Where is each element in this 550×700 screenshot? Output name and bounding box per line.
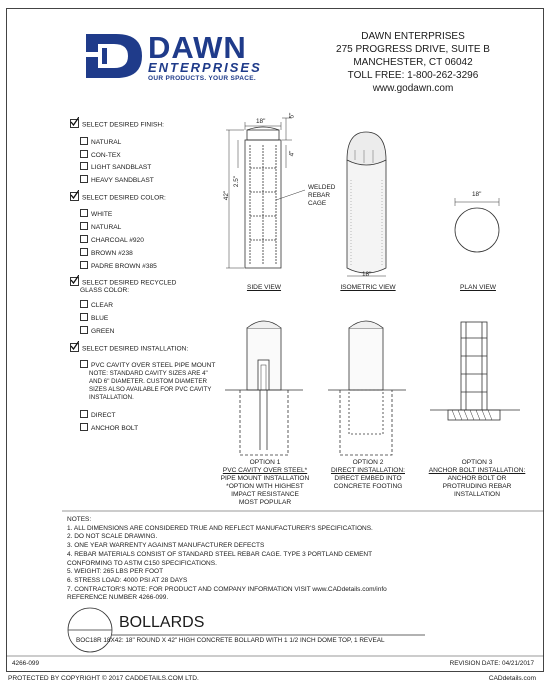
option-3-drawing bbox=[430, 322, 520, 420]
option-1-caption: OPTION 1 PVC CAVITY OVER STEEL* PIPE MOUNT INSTALLATION *OPTION WITH HIGHEST IMPACT RESISTANCE MOST POPULAR bbox=[220, 459, 310, 506]
side-view-dim-25: 2.5" bbox=[233, 175, 241, 188]
option-2-drawing bbox=[328, 321, 406, 455]
option-2-caption: OPTION 2 DIRECT INSTALLATION: DIRECT EMBED INTO CONCRETE FOOTING bbox=[330, 459, 405, 490]
company-address-line-1: 275 PROGRESS DRIVE, SUITE B bbox=[336, 44, 490, 55]
finish-option-con-tex[interactable]: CON-TEX bbox=[80, 151, 121, 160]
glass-option-clear[interactable]: CLEAR bbox=[80, 301, 113, 310]
note-line[interactable]: 7. CONTRACTOR'S NOTE: FOR PRODUCT AND COMPANY INFORMATION VISIT www.CADdetails.com/info bbox=[67, 585, 387, 593]
note-line: 2. DO NOT SCALE DRAWING. bbox=[67, 533, 158, 541]
finish-option-light-sandblast[interactable]: LIGHT SANDBLAST bbox=[80, 163, 151, 172]
installation-option-anchor-bolt[interactable]: ANCHOR BOLT bbox=[80, 424, 138, 433]
color-option-padre-brown[interactable]: PADRE BROWN #385 bbox=[80, 262, 157, 271]
rebar-cage-label: WELDED REBAR CAGE bbox=[308, 184, 336, 207]
logo-word: DAWN bbox=[148, 30, 247, 65]
logo-tagline: OUR PRODUCTS. YOUR SPACE. bbox=[148, 75, 257, 82]
color-option-white[interactable]: WHITE bbox=[80, 210, 112, 219]
side-view-dim-height: 42" bbox=[223, 190, 231, 201]
color-heading[interactable]: SELECT DESIRED COLOR: bbox=[70, 193, 166, 202]
glass-heading-line-2: GLASS COLOR: bbox=[80, 287, 130, 294]
color-option-natural[interactable]: NATURAL bbox=[80, 223, 121, 232]
plan-view-drawing bbox=[455, 198, 499, 252]
installation-heading[interactable]: SELECT DESIRED INSTALLATION: bbox=[70, 344, 188, 353]
note-line: CONFORMING TO ASTM C150 SPECIFICATIONS. bbox=[67, 559, 217, 567]
side-view-caption: SIDE VIEW bbox=[246, 284, 282, 291]
drawing-title: BOLLARDS bbox=[119, 614, 205, 631]
notes-heading: NOTES: bbox=[67, 516, 92, 523]
revision-date: REVISION DATE: 04/21/2017 bbox=[449, 660, 534, 667]
pvc-note: NOTE: STANDARD CAVITY SIZES ARE 4" AND 6" DIAMETER. CUSTOM DIAMETER SIZES ALSO AVAILABLE FOR PVC CAVITY INSTALLATION. bbox=[89, 370, 212, 401]
finish-option-natural[interactable]: NATURAL bbox=[80, 138, 121, 147]
note-line: 6. STRESS LOAD: 4000 PSI AT 28 DAYS bbox=[67, 576, 188, 584]
plan-view-caption: PLAN VIEW bbox=[460, 284, 496, 291]
isometric-drawing bbox=[347, 132, 386, 276]
company-address-line-2: MANCHESTER, CT 06042 bbox=[353, 57, 473, 68]
color-option-charcoal[interactable]: CHARCOAL #920 bbox=[80, 236, 144, 245]
side-view-drawing bbox=[226, 118, 305, 268]
installation-option-direct[interactable]: DIRECT bbox=[80, 411, 116, 420]
copyright-notice: PROTECTED BY COPYRIGHT © 2017 CADDETAILS.COM LTD. bbox=[8, 675, 199, 682]
drawing-description: BOC18R 18X42: 18" ROUND X 42" HIGH CONCRETE BOLLARD WITH 1 1/2 INCH DOME TOP, 1 REVEAL bbox=[76, 637, 385, 644]
isometric-caption: ISOMETRIC VIEW bbox=[340, 284, 396, 291]
glass-option-blue[interactable]: BLUE bbox=[80, 314, 108, 323]
note-line: 4. REBAR MATERIALS CONSIST OF STANDARD STEEL REBAR CAGE. TYPE 3 PORTLAND CEMENT bbox=[67, 550, 373, 558]
reference-number: 4266-099 bbox=[12, 660, 40, 667]
option-3-caption: OPTION 3 ANCHOR BOLT INSTALLATION: ANCHOR BOLT OR PROTRUDING REBAR INSTALLATION bbox=[428, 459, 526, 498]
note-line: 1. ALL DIMENSIONS ARE CONSIDERED TRUE AND REFLECT MANUFACTURER'S SPECIFICATIONS. bbox=[67, 524, 373, 532]
color-option-brown[interactable]: BROWN #238 bbox=[80, 249, 133, 258]
notes-section bbox=[67, 516, 387, 603]
logo-word-secondary: ENTERPRISES bbox=[148, 60, 262, 75]
company-phone: TOLL FREE: 1-800-262-3296 bbox=[347, 70, 479, 81]
isometric-dim-base: 18" bbox=[362, 271, 372, 278]
installation-option-pvc[interactable]: PVC CAVITY OVER STEEL PIPE MOUNT bbox=[80, 361, 215, 370]
company-website[interactable]: www.godawn.com bbox=[372, 83, 454, 94]
option-1-drawing bbox=[225, 321, 303, 455]
plan-view-dim: 18" bbox=[472, 191, 482, 198]
glass-option-green[interactable]: GREEN bbox=[80, 327, 114, 336]
company-name: DAWN ENTERPRISES bbox=[361, 31, 465, 42]
caddetails-link[interactable]: CADdetails.com bbox=[488, 675, 536, 682]
side-view-dim-width: 18" bbox=[256, 118, 266, 125]
note-line: REFERENCE NUMBER 4266-099. bbox=[67, 594, 169, 602]
title-block bbox=[64, 610, 542, 656]
finish-option-heavy-sandblast[interactable]: HEAVY SANDBLAST bbox=[80, 176, 154, 185]
note-line: 3. ONE YEAR WARRENTY AGAINST MANUFACTURER DEFECTS bbox=[67, 542, 265, 550]
side-view-dim-4: 4" bbox=[288, 150, 296, 157]
note-line: 5. WEIGHT: 265 LBS PER FOOT bbox=[67, 568, 164, 576]
glass-heading[interactable]: SELECT DESIRED RECYCLED bbox=[70, 278, 176, 287]
side-view-dim-dome: 5" bbox=[288, 112, 296, 119]
finish-heading[interactable]: SELECT DESIRED FINISH: bbox=[70, 120, 164, 129]
